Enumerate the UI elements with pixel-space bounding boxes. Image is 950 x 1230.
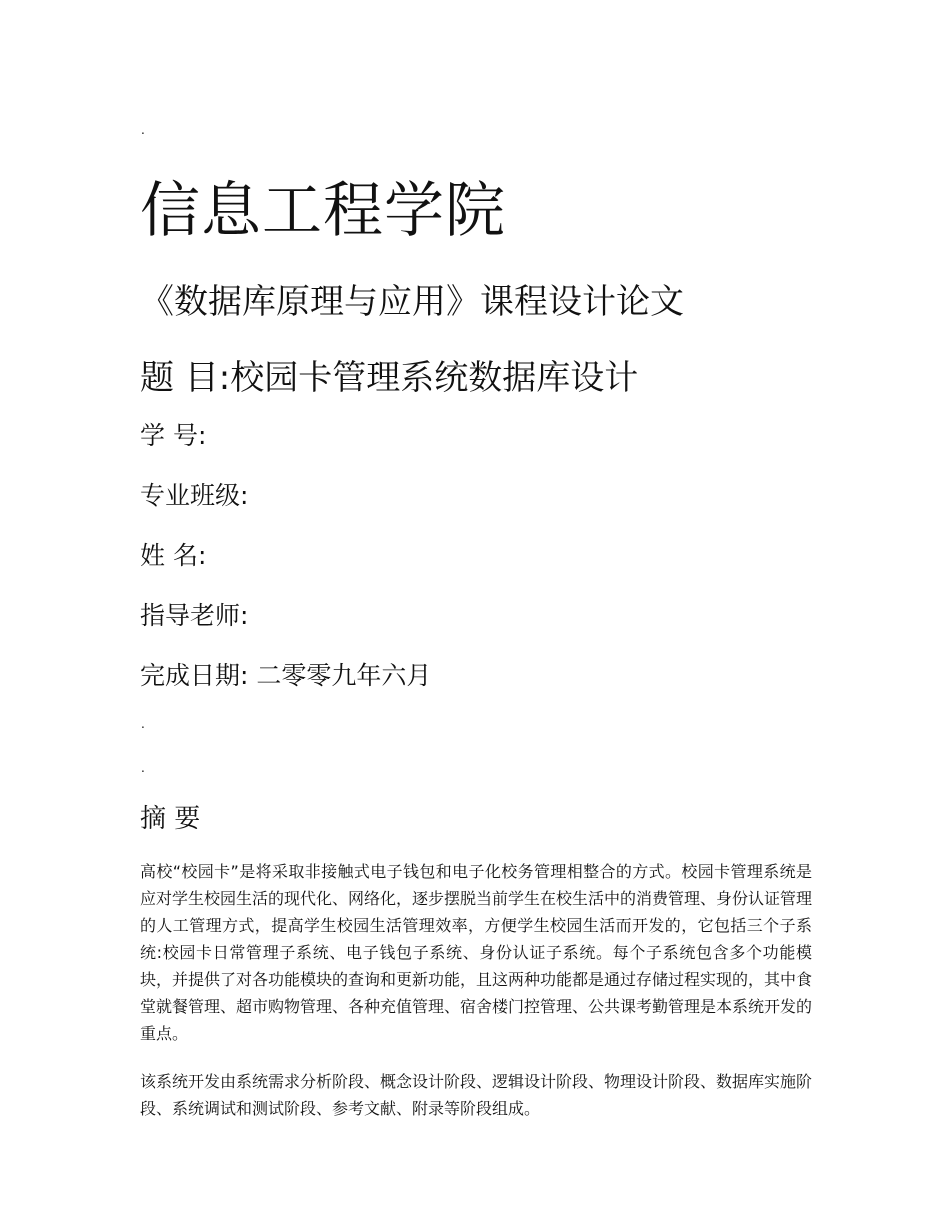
abstract-heading: 摘 要 xyxy=(140,804,201,834)
abstract-paragraph: 高校“校园卡”是将采取非接触式电子钱包和电子化校务管理相整合的方式。校园卡管理系统是应对学生校园生活的现代化、网络化，逐步摆脱当前学生在校生活中的消费管理、身份认证管理的人工管理方式，提高学生校园生活管理效率，方便学生校园生活而开发的，它包括三个子系统:校园卡日常管理子系统、电子钱包子系统、身份认证子系统。每个子系统包含多个功能模块，并提供了对各功能模块的查询和更新功能，且这两种功能都是通过存储过程实现的，其中食堂就餐管理、超市购物管理、各种充值管理、宿舍楼门控管理、公共课考勤管理是本系统开发的重点。 xyxy=(140,862,813,1043)
page-marker-dot: . xyxy=(141,717,145,731)
advisor-field: 指导老师: xyxy=(140,601,249,630)
page-marker-dot: . xyxy=(141,123,145,137)
major-class-field: 专业班级: xyxy=(140,481,249,510)
student-id-field: 学 号: xyxy=(140,421,207,450)
abstract-paragraph: 该系统开发由系统需求分析阶段、概念设计阶段、逻辑设计阶段、物理设计阶段、数据库实施阶段、系统调试和测试阶段、参考文献、附录等阶段组成。 xyxy=(140,1072,813,1118)
completion-date-field: 完成日期: 二零零九年六月 xyxy=(140,661,432,690)
institute-title: 信息工程学院 xyxy=(140,176,506,246)
name-field: 姓 名: xyxy=(140,541,207,570)
page-marker-dot: . xyxy=(141,761,145,775)
thesis-topic: 题 目:校园卡管理系统数据库设计 xyxy=(140,358,639,398)
course-title: 《数据库原理与应用》课程设计论文 xyxy=(140,282,684,322)
